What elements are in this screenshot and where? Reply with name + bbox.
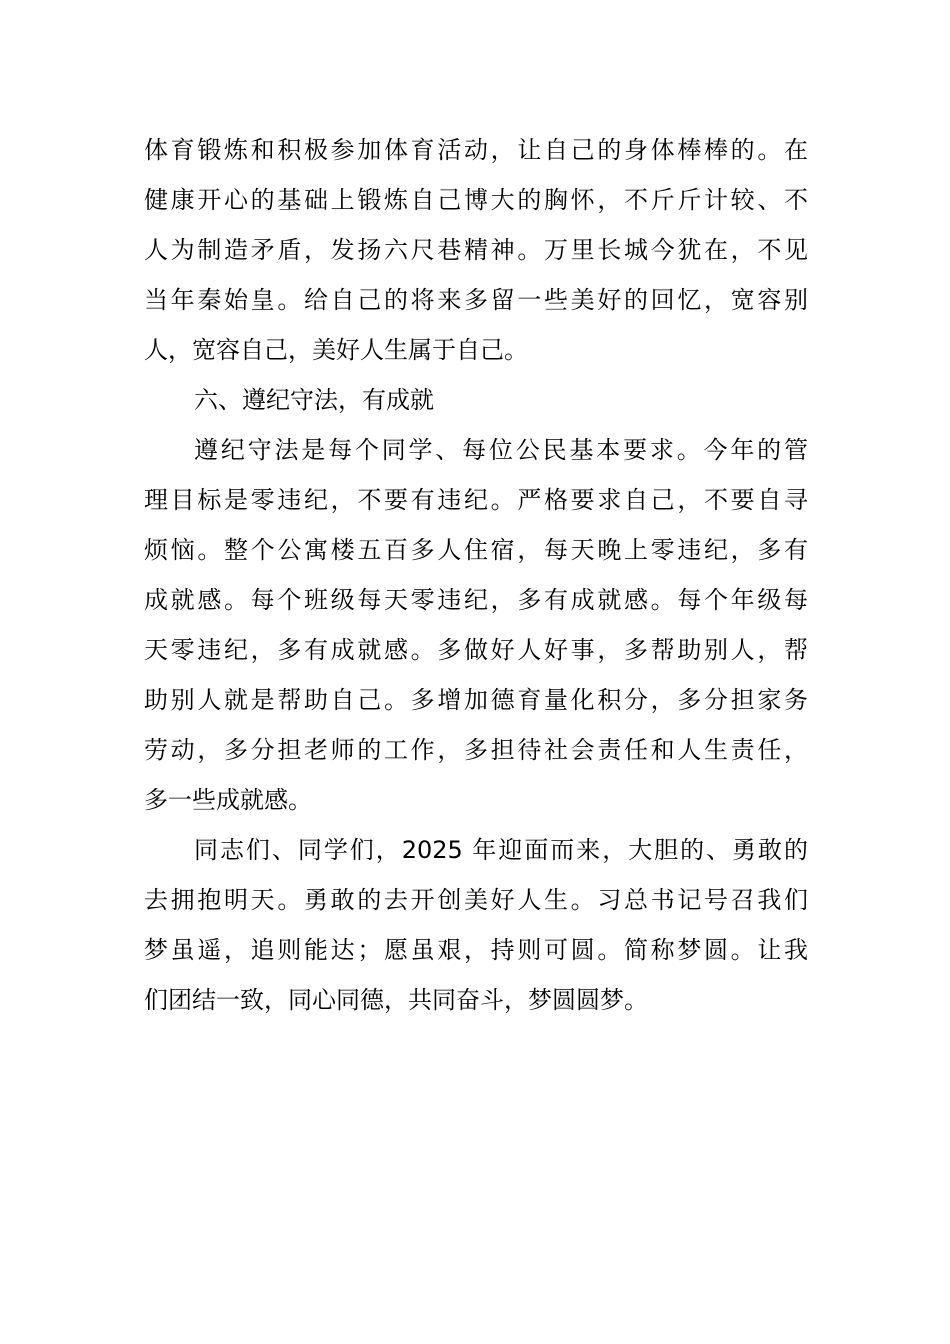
text-line: 同志们、同学们，2025 年迎面而来，大胆的、勇敢的 <box>194 836 808 864</box>
text-line: 健康开心的基础上锻炼自己博大的胸怀，不斤斤计较、不 <box>144 186 808 214</box>
text-line: 当年秦始皇。给自己的将来多留一些美好的回忆，宽容别 <box>144 286 808 314</box>
text-line: 们团结一致，同心同德，共同奋斗，梦圆圆梦。 <box>144 986 648 1014</box>
text-line: 烦恼。整个公寓楼五百多人住宿，每天晚上零违纪，多有 <box>144 536 808 564</box>
text-line: 理目标是零违纪，不要有违纪。严格要求自己，不要自寻 <box>144 486 808 514</box>
text-line: 人为制造矛盾，发扬六尺巷精神。万里长城今犹在，不见 <box>144 236 808 264</box>
section-heading: 六、遵纪守法，有成就 <box>194 386 434 414</box>
text-line: 人，宽容自己，美好人生属于自己。 <box>144 336 528 364</box>
text-line: 遵纪守法是每个同学、每位公民基本要求。今年的管 <box>194 436 808 464</box>
text-line: 多一些成就感。 <box>144 786 312 814</box>
text-line: 梦虽遥，追则能达；愿虽艰，持则可圆。简称梦圆。让我 <box>144 936 808 964</box>
document-body <box>144 125 808 1025</box>
text-line: 成就感。每个班级每天零违纪，多有成就感。每个年级每 <box>144 586 808 614</box>
text-line: 助别人就是帮助自己。多增加德育量化积分，多分担家务 <box>144 686 808 714</box>
text-line: 劳动，多分担老师的工作，多担待社会责任和人生责任， <box>144 736 808 764</box>
text-line: 去拥抱明天。勇敢的去开创美好人生。习总书记号召我们 <box>144 886 808 914</box>
text-line: 天零违纪，多有成就感。多做好人好事，多帮助别人，帮 <box>144 636 808 664</box>
text-line: 体育锻炼和积极参加体育活动，让自己的身体棒棒的。在 <box>144 136 808 164</box>
